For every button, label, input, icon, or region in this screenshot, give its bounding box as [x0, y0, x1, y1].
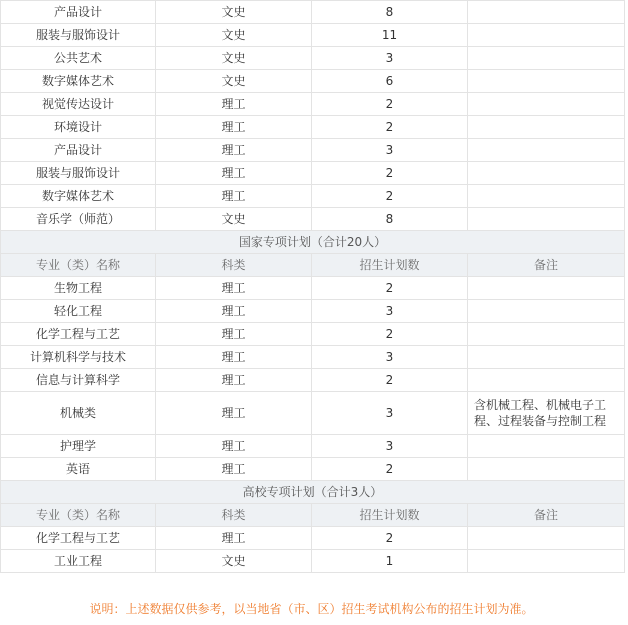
subject-cell: 文史 — [156, 208, 312, 231]
subject-cell: 理工 — [156, 277, 312, 300]
section-title-row — [1, 231, 625, 254]
count-cell: 8 — [312, 1, 468, 24]
section-title: 国家专项计划（合计20人） — [1, 231, 625, 254]
count-cell: 2 — [312, 93, 468, 116]
subject-cell: 理工 — [156, 162, 312, 185]
major-cell: 服装与服饰设计 — [1, 24, 156, 47]
subject-cell: 理工 — [156, 346, 312, 369]
note-cell — [468, 1, 625, 24]
header-count: 招生计划数 — [312, 504, 468, 527]
header-major: 专业（类）名称 — [1, 254, 156, 277]
count-cell: 11 — [312, 24, 468, 47]
count-cell: 6 — [312, 70, 468, 93]
count-cell: 2 — [312, 458, 468, 481]
major-cell: 计算机科学与技术 — [1, 346, 156, 369]
major-cell: 护理学 — [1, 435, 156, 458]
subject-cell: 理工 — [156, 93, 312, 116]
table-row — [1, 550, 625, 573]
header-note: 备注 — [468, 504, 625, 527]
note-cell — [468, 300, 625, 323]
table-row — [1, 435, 625, 458]
subject-cell: 文史 — [156, 550, 312, 573]
major-cell: 信息与计算科学 — [1, 369, 156, 392]
note-cell — [468, 24, 625, 47]
note-cell — [468, 162, 625, 185]
subject-cell: 理工 — [156, 300, 312, 323]
subject-cell: 理工 — [156, 139, 312, 162]
subject-cell: 文史 — [156, 70, 312, 93]
count-cell: 3 — [312, 47, 468, 70]
footnote: 说明：上述数据仅供参考，以当地省（市、区）招生考试机构公布的招生计划为准。 — [89, 602, 534, 616]
subject-cell: 文史 — [156, 1, 312, 24]
major-cell: 机械类 — [1, 392, 156, 435]
note-cell — [468, 139, 625, 162]
count-cell: 3 — [312, 392, 468, 435]
major-cell: 服装与服饰设计 — [1, 162, 156, 185]
count-cell: 2 — [312, 323, 468, 346]
major-cell: 轻化工程 — [1, 300, 156, 323]
major-cell: 数字媒体艺术 — [1, 185, 156, 208]
major-cell: 产品设计 — [1, 1, 156, 24]
table-row — [1, 185, 625, 208]
subject-cell: 文史 — [156, 47, 312, 70]
note-cell — [468, 550, 625, 573]
note-cell — [468, 458, 625, 481]
table-row — [1, 70, 625, 93]
table-row — [1, 323, 625, 346]
subject-cell: 理工 — [156, 323, 312, 346]
table-row — [1, 162, 625, 185]
table-row — [1, 93, 625, 116]
major-cell: 工业工程 — [1, 550, 156, 573]
note-cell — [468, 185, 625, 208]
major-cell: 数字媒体艺术 — [1, 70, 156, 93]
table-row — [1, 300, 625, 323]
table-row — [1, 392, 625, 435]
note-cell — [468, 323, 625, 346]
major-cell: 音乐学（师范） — [1, 208, 156, 231]
major-cell: 化学工程与工艺 — [1, 323, 156, 346]
major-cell: 视觉传达设计 — [1, 93, 156, 116]
subject-cell: 理工 — [156, 369, 312, 392]
header-note: 备注 — [468, 254, 625, 277]
section-title: 高校专项计划（合计3人） — [1, 481, 625, 504]
table-row — [1, 24, 625, 47]
table-row — [1, 208, 625, 231]
note-cell — [468, 435, 625, 458]
table-row — [1, 277, 625, 300]
table-row — [1, 527, 625, 550]
note-cell — [468, 47, 625, 70]
major-cell: 英语 — [1, 458, 156, 481]
count-cell: 2 — [312, 116, 468, 139]
count-cell: 2 — [312, 369, 468, 392]
header-row — [1, 504, 625, 527]
major-cell: 化学工程与工艺 — [1, 527, 156, 550]
header-subject: 科类 — [156, 254, 312, 277]
count-cell: 3 — [312, 435, 468, 458]
subject-cell: 理工 — [156, 458, 312, 481]
note-cell — [468, 70, 625, 93]
note-cell — [468, 93, 625, 116]
table-row — [1, 458, 625, 481]
note-cell: 含机械工程、机械电子工程、过程装备与控制工程 — [468, 392, 625, 435]
count-cell: 3 — [312, 300, 468, 323]
table-row — [1, 139, 625, 162]
header-row — [1, 254, 625, 277]
count-cell: 2 — [312, 162, 468, 185]
subject-cell: 理工 — [156, 185, 312, 208]
table-row — [1, 116, 625, 139]
count-cell: 2 — [312, 527, 468, 550]
subject-cell: 文史 — [156, 24, 312, 47]
count-cell: 1 — [312, 550, 468, 573]
count-cell: 2 — [312, 277, 468, 300]
subject-cell: 理工 — [156, 116, 312, 139]
table-row — [1, 369, 625, 392]
major-cell: 产品设计 — [1, 139, 156, 162]
note-cell — [468, 346, 625, 369]
count-cell: 3 — [312, 346, 468, 369]
note-cell — [468, 369, 625, 392]
note-cell — [468, 116, 625, 139]
header-subject: 科类 — [156, 504, 312, 527]
major-cell: 生物工程 — [1, 277, 156, 300]
table-row — [1, 1, 625, 24]
note-cell — [468, 527, 625, 550]
table-row — [1, 47, 625, 70]
count-cell: 8 — [312, 208, 468, 231]
table-row — [1, 346, 625, 369]
count-cell: 3 — [312, 139, 468, 162]
section-title-row — [1, 481, 625, 504]
header-major: 专业（类）名称 — [1, 504, 156, 527]
subject-cell: 理工 — [156, 392, 312, 435]
subject-cell: 理工 — [156, 527, 312, 550]
major-cell: 公共艺术 — [1, 47, 156, 70]
count-cell: 2 — [312, 185, 468, 208]
subject-cell: 理工 — [156, 435, 312, 458]
note-cell — [468, 277, 625, 300]
major-cell: 环境设计 — [1, 116, 156, 139]
header-count: 招生计划数 — [312, 254, 468, 277]
note-cell — [468, 208, 625, 231]
